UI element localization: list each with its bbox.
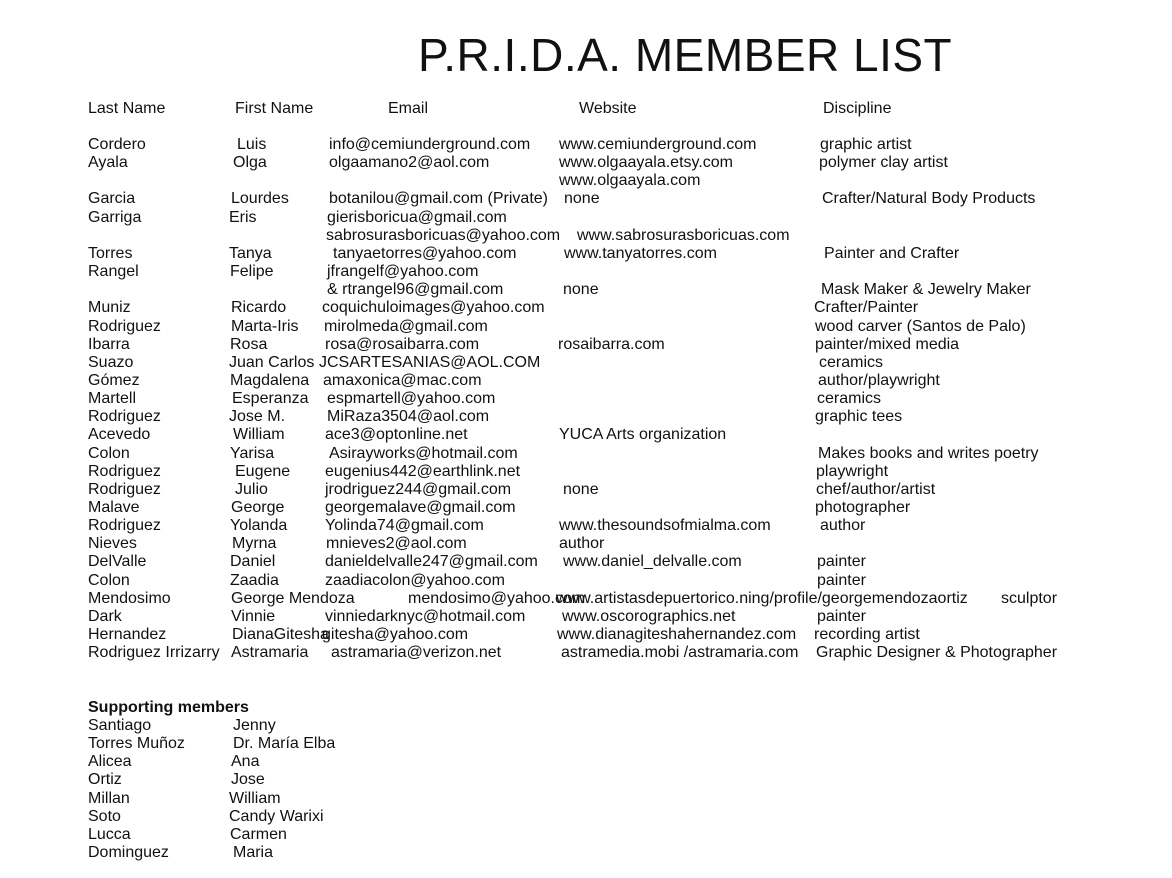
member-first: Lourdes — [231, 190, 289, 208]
member-last: Rodriguez — [88, 317, 161, 335]
member-first: Magdalena — [230, 371, 310, 389]
member-website: astramedia.mobi /astramaria.com — [561, 644, 799, 662]
supporting-member-last: Torres Muñoz — [88, 735, 185, 753]
member-last: Suazo — [88, 353, 134, 371]
member-last: Rodriguez — [88, 408, 161, 426]
header-discipline: Discipline — [823, 100, 892, 117]
member-email: georgemalave@gmail.com — [325, 499, 516, 516]
member-first: Marta-Iris — [231, 317, 299, 335]
member-discipline: wood carver (Santos de Palo) — [815, 317, 1026, 335]
member-email: gierisboricua@gmail.com — [327, 208, 507, 226]
member-last: Rodriguez — [88, 517, 161, 535]
member-website: author — [559, 535, 605, 553]
member-website: www.olgaayala.etsy.com — [559, 154, 733, 172]
member-first: Rosa — [230, 335, 268, 353]
member-last: Martell — [88, 390, 137, 408]
member-last: Acevedo — [88, 426, 151, 444]
member-discipline: recording artist — [814, 626, 920, 644]
member-last: Rangel — [88, 263, 139, 281]
member-first: Vinnie — [231, 607, 276, 625]
supporting-member-first: Maria — [233, 844, 274, 862]
member-discipline: Painter and Crafter — [824, 244, 960, 262]
member-email: vinniedarknyc@hotmail.com — [325, 607, 526, 625]
member-first: Astramaria — [231, 644, 309, 662]
member-first: George — [231, 499, 285, 516]
supporting-member-first: Ana — [231, 753, 260, 771]
member-first: Ricardo — [231, 299, 287, 317]
member-discipline: sculptor — [1001, 589, 1058, 607]
supporting-members-heading: Supporting members — [88, 699, 249, 716]
member-website: www.thesoundsofmialma.com — [559, 517, 771, 535]
member-email: JCSARTESANIAS@AOL.COM — [319, 353, 541, 371]
member-discipline: graphic tees — [815, 408, 903, 426]
member-first: Jose M. — [229, 408, 286, 426]
page-title: P.R.I.D.A. MEMBER LIST — [418, 29, 953, 81]
member-first: Zaadia — [230, 571, 279, 589]
member-discipline: polymer clay artist — [819, 154, 948, 172]
member-email: ace3@optonline.net — [325, 426, 468, 444]
member-first: Felipe — [230, 263, 274, 281]
supporting-member-last: Ortiz — [88, 771, 122, 789]
member-email: mendosimo@yahoo.com — [408, 589, 586, 607]
member-discipline: Mask Maker & Jewelry Maker — [821, 281, 1031, 299]
member-email: olgaamano2@aol.com — [329, 154, 490, 172]
member-first: Eris — [229, 208, 257, 226]
member-last: Hernandez — [88, 626, 167, 644]
member-email: Asirayworks@hotmail.com — [329, 444, 518, 462]
member-website: none — [563, 281, 599, 299]
member-email: mnieves2@aol.com — [326, 535, 467, 553]
member-discipline: ceramics — [819, 353, 884, 371]
supporting-member-last: Millan — [88, 789, 130, 807]
member-website: none — [564, 190, 600, 208]
supporting-member-last: Santiago — [88, 717, 152, 734]
member-website: www.oscorographics.net — [562, 607, 736, 625]
supporting-member-first: Dr. María Elba — [233, 735, 336, 753]
supporting-member-first: Carmen — [230, 825, 287, 843]
member-discipline: ceramics — [817, 390, 882, 408]
supporting-member-first: Candy Warixi — [229, 807, 324, 825]
member-first: Yarisa — [230, 444, 275, 462]
member-first: William — [233, 426, 285, 444]
member-last: Torres — [88, 244, 133, 262]
member-website: www.sabrosurasboricuas.com — [577, 226, 790, 244]
member-website: www.artistasdepuertorico.ning/profile/georgemendozaortiz — [556, 589, 968, 607]
member-last: Colon — [88, 571, 130, 589]
header-email: Email — [388, 100, 429, 117]
member-email: amaxonica@mac.com — [323, 371, 482, 389]
member-discipline: photographer — [815, 499, 911, 516]
supporting-member-first: Jose — [231, 771, 265, 789]
member-email: tanyaetorres@yahoo.com — [333, 244, 517, 262]
member-discipline: author/playwright — [818, 371, 940, 389]
member-discipline: author — [820, 517, 866, 535]
member-first: Luis — [237, 136, 267, 153]
member-last: Garriga — [88, 208, 142, 226]
member-email: astramaria@verizon.net — [331, 644, 502, 662]
member-first: Juan Carlos — [229, 353, 315, 371]
member-first: Julio — [235, 480, 268, 498]
member-first: Yolanda — [230, 517, 288, 535]
member-website: www.dianagiteshahernandez.com — [557, 626, 797, 644]
member-last: Rodriguez — [88, 480, 161, 498]
member-email: gitesha@yahoo.com — [322, 626, 469, 644]
member-website: www.olgaayala.com — [559, 172, 701, 190]
member-email: Yolinda74@gmail.com — [325, 517, 484, 535]
supporting-member-last: Lucca — [88, 825, 131, 843]
member-first: Myrna — [232, 535, 277, 553]
member-discipline: Makes books and writes poetry — [818, 444, 1039, 462]
member-last: Dark — [88, 607, 122, 625]
member-email: espmartell@yahoo.com — [327, 390, 496, 408]
member-website: www.tanyatorres.com — [564, 244, 717, 262]
member-discipline: Crafter/Natural Body Products — [822, 190, 1036, 208]
member-website: rosaibarra.com — [558, 335, 665, 353]
member-last: Rodriguez — [88, 462, 161, 480]
member-last: Muniz — [88, 299, 131, 317]
member-email: zaadiacolon@yahoo.com — [325, 571, 505, 589]
header-last-name: Last Name — [88, 100, 166, 117]
supporting-member-last: Soto — [88, 807, 121, 825]
member-email: sabrosurasboricuas@yahoo.com — [326, 226, 561, 244]
header-first-name: First Name — [235, 100, 314, 117]
member-email: jrodriguez244@gmail.com — [325, 480, 512, 498]
member-last: Garcia — [88, 190, 136, 208]
supporting-member-first: Jenny — [233, 717, 276, 734]
member-website: www.daniel_delvalle.com — [563, 553, 742, 571]
member-first: Tanya — [229, 244, 272, 262]
member-email: jfrangelf@yahoo.com — [327, 263, 479, 281]
member-email: coquichuloimages@yahoo.com — [322, 299, 545, 317]
member-discipline: painter — [817, 607, 866, 625]
member-last: Nieves — [88, 535, 137, 553]
member-email: eugenius442@earthlink.net — [325, 462, 521, 480]
member-email: danieldelvalle247@gmail.com — [325, 553, 538, 571]
supporting-member-last: Dominguez — [88, 844, 169, 862]
member-email: rosa@rosaibarra.com — [325, 335, 480, 353]
member-email: & rtrangel96@gmail.com — [327, 281, 504, 299]
member-last: Rodriguez Irrizarry — [88, 644, 220, 662]
member-last: Gómez — [88, 371, 140, 389]
member-email: botanilou@gmail.com (Private) — [329, 190, 548, 208]
member-discipline: Crafter/Painter — [814, 299, 919, 317]
member-first: Esperanza — [232, 390, 309, 408]
member-discipline: chef/author/artist — [816, 480, 936, 498]
member-last: Ayala — [88, 154, 128, 172]
member-last: Cordero — [88, 136, 146, 153]
member-discipline: painter — [817, 571, 866, 589]
member-first: George Mendoza — [231, 589, 355, 607]
member-discipline: painter/mixed media — [815, 335, 960, 353]
member-last: Malave — [88, 499, 140, 516]
member-email: mirolmeda@gmail.com — [324, 317, 488, 335]
member-discipline: graphic artist — [820, 136, 912, 153]
member-first: Daniel — [230, 553, 276, 571]
member-website: YUCA Arts organization — [559, 426, 727, 444]
header-website: Website — [579, 100, 637, 117]
member-first: Olga — [233, 154, 267, 172]
member-discipline: painter — [817, 553, 866, 571]
supporting-member-first: William — [229, 789, 281, 807]
supporting-member-last: Alicea — [88, 753, 132, 771]
member-first: Eugene — [235, 462, 291, 480]
member-discipline: playwright — [816, 462, 889, 480]
member-last: DelValle — [88, 553, 147, 571]
member-last: Mendosimo — [88, 589, 171, 607]
member-last: Colon — [88, 444, 130, 462]
member-website: none — [563, 480, 599, 498]
member-website: www.cemiunderground.com — [559, 136, 757, 153]
member-first: DianaGitesha — [232, 626, 329, 644]
member-email: info@cemiunderground.com — [329, 136, 531, 153]
member-last: Ibarra — [88, 335, 130, 353]
member-discipline: Graphic Designer & Photographer — [816, 644, 1058, 662]
member-email: MiRaza3504@aol.com — [327, 408, 490, 426]
